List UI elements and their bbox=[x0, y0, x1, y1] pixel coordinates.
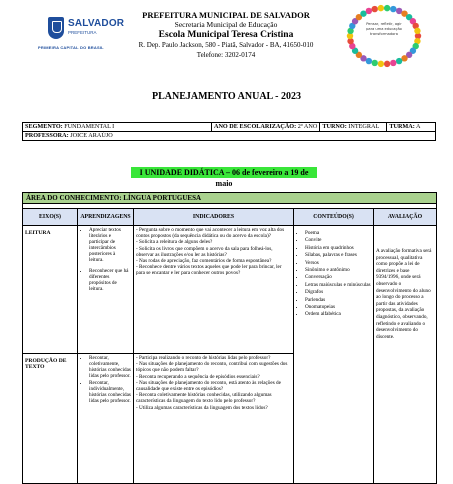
prefeitura-heading: PREFEITURA MUNICIPAL DE SALVADOR bbox=[142, 10, 310, 20]
secretaria-line: Secretaria Municipal de Educação bbox=[174, 20, 278, 29]
indicator-item: - Participa realizando o reconto de histórias lidas pelo professor? bbox=[136, 355, 271, 361]
wreath-figure bbox=[390, 60, 396, 66]
school-address: R. Dep. Paulo Jackson, 580 - Piatã, Salvador - BA, 41650-010 bbox=[138, 41, 314, 49]
list-item: • Ordem alfabética bbox=[305, 311, 371, 317]
indicator-item: - Nas situações de planejamento do reconto, contribui com sugestões dos tópicos que não podem faltar? bbox=[136, 361, 288, 374]
header-block bbox=[110, 10, 342, 60]
wreath-figure bbox=[372, 6, 378, 12]
logo-tagline: PRIMEIRA CAPITAL DO BRASIL bbox=[38, 45, 104, 50]
grade-value: 2º ANO bbox=[297, 123, 318, 130]
wreath-figure bbox=[372, 60, 378, 66]
planning-table bbox=[22, 192, 437, 484]
list-item: • Letras maiúsculas e minúsculas bbox=[305, 282, 371, 288]
indicator-item: - Pergunta sobre o momento que vai acontecer a leitura em voz alta dos contos propostos (da sequência didática ou do acervo da escola)? bbox=[136, 227, 285, 240]
wreath-figure bbox=[384, 61, 390, 67]
wreath-figure bbox=[366, 8, 372, 14]
unit-banner: I UNIDADE DIDÁTICA – 06 de fevereiro a 19 de maio bbox=[131, 167, 317, 178]
wreath-figure bbox=[378, 5, 384, 11]
school-wreath-logo bbox=[334, 0, 434, 74]
eixo-leitura: LEITURA bbox=[23, 226, 78, 354]
wreath-caption: Pensar, refletir, agir para uma educação transformadora bbox=[366, 22, 402, 36]
list-item: • Sinônimo e antônimo bbox=[305, 267, 371, 273]
col-header-indicadores: INDICADORES bbox=[134, 209, 294, 226]
aprendizagens-producao bbox=[78, 354, 134, 484]
knowledge-area: ÁREA DO CONHECIMENTO: LÍNGUA PORTUGUESA bbox=[23, 193, 437, 204]
school-name: Escola Municipal Teresa Cristina bbox=[158, 30, 294, 40]
wreath-figure bbox=[414, 28, 420, 34]
teacher-value: JOICE ARAÚJO bbox=[70, 132, 113, 139]
salvador-logo bbox=[34, 11, 125, 73]
indicator-item: - Solicita a releitura de alguns deles? bbox=[136, 239, 213, 246]
indicator-item: - Reconta recuperando a sequência de episódios essenciais? bbox=[136, 373, 260, 380]
eixo-producao: PRODUÇÃO DE TEXTO bbox=[23, 354, 78, 484]
shield-icon bbox=[48, 17, 64, 39]
indicator-item: - Solicita os livros que compõem o acervo da sala para folheá-los, observar as ilustrações e/ou ler as histórias? bbox=[136, 245, 273, 258]
class-label: TURMA: bbox=[389, 123, 415, 130]
shift-label: TURNO: bbox=[322, 123, 347, 130]
indicator-item: - Reconta coletivamente histórias conhecidas, utilizando algumas características da linguagem do texto lido pelo professor? bbox=[136, 392, 272, 405]
grade-cell bbox=[212, 123, 320, 132]
wreath-figure bbox=[384, 5, 390, 11]
indicator-item: - Utiliza algumas características da linguagem dos textos lidos? bbox=[136, 404, 268, 411]
indicadores-leitura bbox=[134, 226, 294, 354]
wreath-figure bbox=[378, 61, 384, 67]
list-item: • Versos bbox=[305, 260, 371, 266]
list-item: • História em quadrinhos bbox=[305, 245, 371, 251]
list-item: • Recontar, individualmente, histórias conhecidas lidas pelo professor. bbox=[89, 380, 131, 404]
segment-label: SEGMENTO: bbox=[25, 123, 63, 130]
list-item: • Reconhecer que há diferentes propósitos de leitura. bbox=[89, 268, 131, 292]
list-item: • Dígrafos bbox=[305, 289, 371, 295]
col-header-conteudos: CONTEÚDO(S) bbox=[294, 209, 374, 226]
grade-label: ANO DE ESCOLARIZAÇÃO: bbox=[214, 123, 297, 130]
table-row bbox=[23, 226, 437, 354]
class-value: A bbox=[416, 123, 421, 130]
shift-cell bbox=[320, 123, 387, 132]
teacher-label: PROFESSORA: bbox=[25, 132, 69, 139]
indicadores-producao bbox=[134, 354, 294, 484]
shift-value: INTEGRAL bbox=[348, 123, 380, 130]
indicator-item: - Nas situações de planejamento do reconto, está atento às relações de causalidade que existe entre os episódios? bbox=[136, 379, 281, 393]
logo-name: SALVADOR bbox=[68, 18, 125, 29]
teacher-cell bbox=[23, 132, 436, 141]
school-phone: Telefone: 3202-0174 bbox=[196, 51, 256, 59]
aprendizagens-leitura bbox=[78, 226, 134, 354]
conteudos-cell bbox=[294, 226, 374, 484]
list-item: • Onomatopeias bbox=[305, 304, 371, 310]
list-item: • Sílabas, palavras e frases bbox=[305, 252, 371, 258]
col-header-eixos: EIXO(S) bbox=[23, 209, 78, 226]
list-item: • Convite bbox=[305, 237, 371, 243]
list-item: • Poema bbox=[305, 230, 371, 236]
indicator-item: - Nas rodas de apreciação, faz comentários de forma espontânea? bbox=[136, 258, 272, 265]
segment-cell bbox=[23, 123, 212, 132]
list-item: • Parlendas bbox=[305, 297, 371, 303]
list-item: • Conversação bbox=[305, 274, 371, 280]
avaliacao-cell: A avaliação formativa será processual, qualitativa como propõe a lei de diretrizes e base 9394/1996, onde será observado o desenvolvimento do aluno ao longo do processo a partir das atividades propostas, da avaliação diagnóstico, observando, refletindo e avaliando o desenvolvimento do discente. bbox=[374, 226, 437, 484]
class-cell bbox=[387, 123, 436, 132]
segment-value: FUNDAMENTAL I bbox=[64, 123, 115, 130]
segment-table bbox=[22, 122, 436, 141]
col-header-aprendizagens: APRENDIZAGENS bbox=[78, 209, 134, 226]
list-item: • Apreciar textos literários e participar de intercâmbios posteriores à leitura. bbox=[89, 227, 131, 263]
wreath-figure bbox=[390, 6, 396, 12]
list-item: • Recontar, coletivamente, histórias conhecidas lidas pelo professor. bbox=[89, 355, 131, 379]
wreath-figure bbox=[396, 58, 402, 64]
logo-sub: PREFEITURA bbox=[68, 30, 97, 35]
indicator-item: - Reconhece dentre vários textos aqueles que pode ler para brincar, ler para se encantar e ler para conhecer outros povos? bbox=[136, 264, 282, 277]
col-header-avaliacao: AVALIAÇÃO bbox=[374, 209, 437, 226]
page-title: PLANEJAMENTO ANUAL - 2023 bbox=[152, 91, 301, 102]
